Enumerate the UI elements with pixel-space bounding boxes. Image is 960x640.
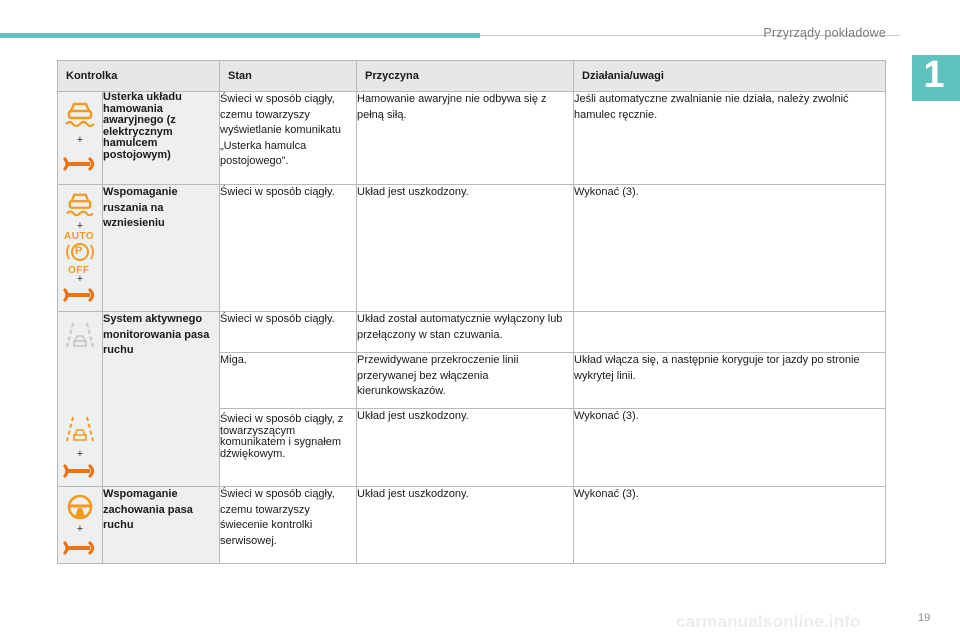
plus-sign: + bbox=[76, 447, 84, 460]
watermark: carmanualsonline.info bbox=[676, 612, 861, 631]
dzialania-cell: Jeśli automatyczne zwalnianie nie działa, należy zwolnić hamulec ręcznie. bbox=[574, 92, 886, 185]
table-row bbox=[58, 185, 886, 312]
stan-cell: Miga. bbox=[220, 353, 357, 409]
przyczyna-cell: Układ jest uszkodzony. bbox=[357, 185, 574, 312]
wrench-icon bbox=[63, 156, 97, 172]
indicator-icon-cell bbox=[58, 353, 103, 409]
wrench-icon bbox=[63, 287, 97, 303]
chapter-number: 1 bbox=[923, 54, 945, 96]
przyczyna-cell: Hamowanie awaryjne nie odbywa się z pełną siłą. bbox=[357, 92, 574, 185]
stan-cell: Świeci w sposób ciągły. bbox=[220, 312, 357, 353]
page-number: 19 bbox=[918, 612, 931, 624]
lane-departure-icon bbox=[65, 321, 95, 349]
table-header-row bbox=[58, 61, 886, 92]
header-kontrolka: Kontrolka bbox=[58, 61, 220, 92]
dzialania-cell: Wykonać (3). bbox=[574, 409, 886, 487]
plus-sign: + bbox=[76, 523, 84, 535]
wrench-icon bbox=[63, 463, 97, 479]
parking-p-label: P bbox=[75, 245, 83, 257]
lane-keep-steering-icon bbox=[65, 493, 95, 521]
stan-cell: Świeci w sposób ciągły, czemu towarzyszy wyświetlanie komunikatu „Usterka hamulca postojowego”. bbox=[220, 92, 357, 185]
skid-warning-icon bbox=[63, 100, 97, 130]
dzialania-cell: Wykonać (3). bbox=[574, 487, 886, 564]
indicator-name: Wspomaganie zachowania pasa ruchu bbox=[103, 487, 220, 564]
off-label: OFF bbox=[68, 265, 90, 276]
skid-warning-icon bbox=[63, 191, 97, 219]
dzialania-cell: Układ włącza się, a następnie koryguje tor jazdy po stronie wykrytej linii. bbox=[574, 353, 886, 409]
header-accent-bar bbox=[0, 33, 480, 38]
indicator-icon-cell bbox=[58, 185, 103, 312]
stan-cell: Świeci w sposób ciągły, z towarzyszącym komunikatem i sygnałem dźwiękowym. bbox=[220, 409, 357, 487]
stan-cell: Świeci w sposób ciągły, czemu towarzyszy świecenie kontrolki serwisowej. bbox=[220, 487, 357, 564]
header-dzialania: Działania/uwagi bbox=[574, 61, 886, 92]
przyczyna-cell: Przewidywane przekroczenie linii przerywanej bez włączenia kierunkowskazów. bbox=[357, 353, 574, 409]
plus-sign: + bbox=[76, 134, 84, 146]
indicator-icon-cell bbox=[58, 409, 103, 487]
indicator-icon-cell bbox=[58, 92, 103, 185]
indicator-name: Usterka układu hamowania awaryjnego (z elektrycznym hamulcem postojowym) bbox=[103, 92, 220, 185]
przyczyna-cell: Układ jest uszkodzony. bbox=[357, 409, 574, 487]
indicator-name: Wspomaganie ruszania na wzniesieniu bbox=[103, 185, 220, 312]
header-stan: Stan bbox=[220, 61, 357, 92]
stan-cell: Świeci w sposób ciągły. bbox=[220, 185, 357, 312]
przyczyna-cell: Układ został automatycznie wyłączony lub przełączony w stan czuwania. bbox=[357, 312, 574, 353]
dzialania-cell: Wykonać (3). bbox=[574, 185, 886, 312]
wrench-icon bbox=[63, 540, 97, 556]
lane-departure-icon bbox=[65, 415, 95, 443]
table-row bbox=[58, 92, 886, 185]
plus-sign: + bbox=[76, 273, 84, 285]
dzialania-cell bbox=[574, 312, 886, 353]
indicator-icon-cell bbox=[58, 312, 103, 353]
warning-lights-table bbox=[57, 60, 886, 564]
section-title: Przyrządy pokładowe bbox=[763, 26, 886, 40]
indicator-name: System aktywnego monitorowania pasa ruchu bbox=[103, 312, 220, 487]
table-row bbox=[58, 487, 886, 564]
auto-label: AUTO bbox=[64, 231, 95, 242]
indicator-icon-cell bbox=[58, 487, 103, 564]
table-row bbox=[58, 312, 886, 353]
header-przyczyna: Przyczyna bbox=[357, 61, 574, 92]
plus-sign: + bbox=[76, 220, 84, 232]
przyczyna-cell: Układ jest uszkodzony. bbox=[357, 487, 574, 564]
